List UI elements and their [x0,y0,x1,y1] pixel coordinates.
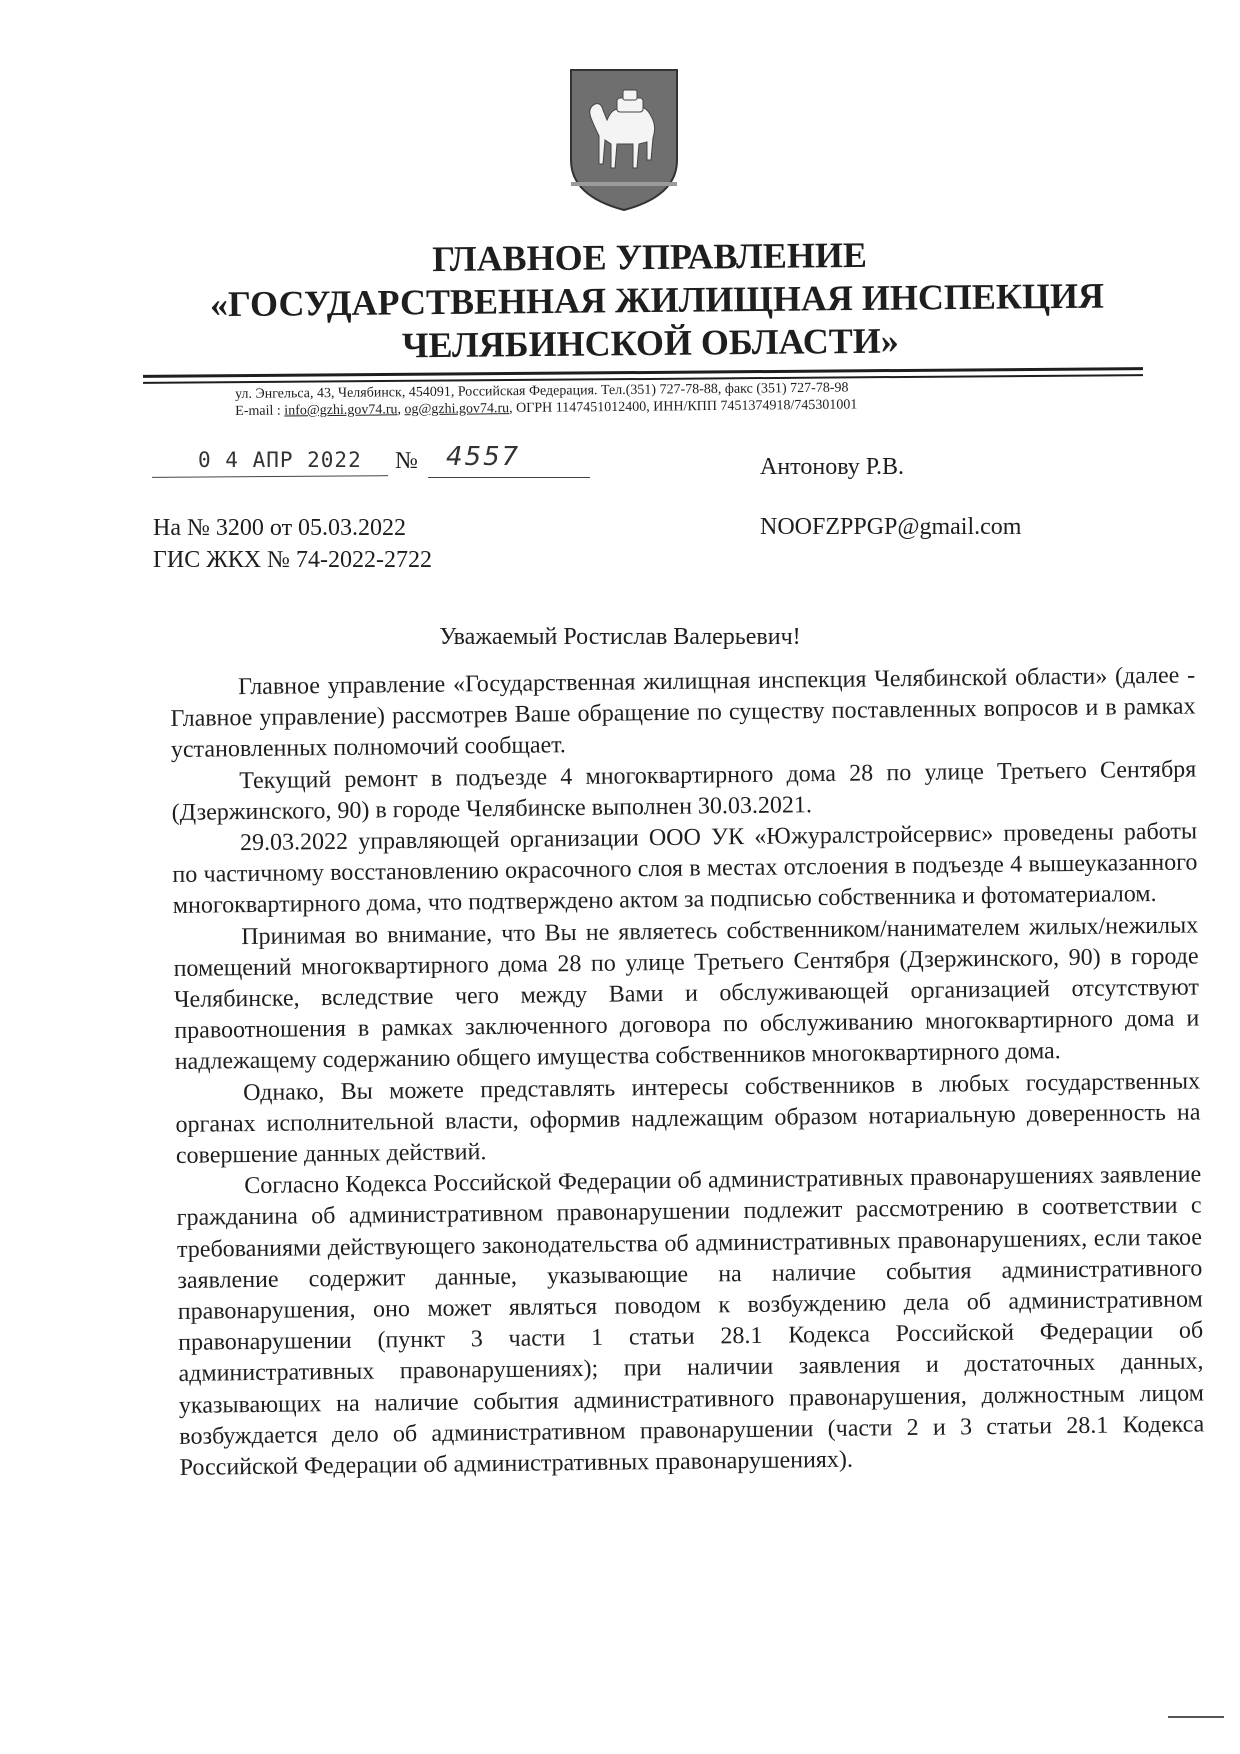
body-paragraph: Согласно Кодекса Российской Федерации об административных правонарушениях заявление гражданина об административном правонарушении подлежит рассмотрению в соответствии с требованиями действующего законодательства об административных правонарушениях, если такое заявление содержит данные, указывающие на наличие события административного правонарушения, оно может являться поводом к возбуждению дела об административном правонарушении (пункт 3 части 1 статьи 28.1 Кодекса Российской Федерации об административных правонарушениях); при наличии заявления и достаточных данных, указывающих на наличие события административного правонарушения, должностным лицом возбуждается дело об административном правонарушении (части 2 и 3 статьи 28.1 Кодекса Российской Федерации об административных правонарушениях). [176,1161,1205,1482]
organization-heading [209,232,1105,369]
outgoing-number: 4557 [446,442,521,472]
email-link-info[interactable]: info@gzhi.gov74.ru [284,402,398,419]
heading-line-3: ЧЕЛЯБИНСКОЙ ОБЛАСТИ» [401,320,899,366]
email-label: E-mail : [235,403,285,419]
contact-block [235,377,1135,420]
date-stamp: 0 4 АПР 2022 [198,448,362,472]
salutation: Уважаемый Ростислав Валерьевич! [439,624,801,650]
recipient-name: Антонову Р.В. [760,454,905,480]
body-paragraph: Принимая во внимание, что Вы не являетесь собственником/нанимателем жилых/нежилых помещений многоквартирного дома 28 по улице Третьего Сентября (Дзержинского, 90) в городе Челябинске, вследствие чего между Вами и обслуживающей организацией отсутствуют правоотношения в рамках заключенного договора по обслуживанию многоквартирного дома и надлежащему содержанию общего имущества собственников многоквартирного дома. [173,912,1200,1076]
recipient-email: NOOFZPPGP@gmail.com [760,514,1022,540]
coat-of-arms-icon [565,64,683,212]
email-separator: , [397,402,405,418]
letter-body [170,660,1205,1484]
body-paragraph: Главное управление «Государственная жилищная инспекция Челябинской области» (далее - Главное управление) рассмотрев Ваше обращение по существу поставленных вопросов и в рамках установленных полномочий сообщает. [170,662,1196,764]
body-paragraph: 29.03.2022 управляющей организации ООО УК «Южуралстройсервис» проведены работы по частичному восстановлению окрасочного слоя в местах отслоения в подъезде 4 вышеуказанного многоквартирного дома, что подтверждено актом за подписью собственника и фотоматериалом. [172,818,1198,920]
heading-line-2: «ГОСУДАРСТВЕННАЯ ЖИЛИЩНАЯ ИНСПЕКЦИЯ [209,275,1105,325]
reference-block [153,512,432,576]
registration-codes: , ОГРН 1147451012400, ИНН/КПП 7451374918/745301001 [509,397,858,417]
reference-gis: ГИС ЖКХ № 74-2022-2722 [153,547,432,573]
reference-incoming: На № 3200 от 05.03.2022 [153,515,407,541]
body-paragraph: Текущий ремонт в подъезде 4 многоквартирного дома 28 по улице Третьего Сентября (Дзержинского, 90) в городе Челябинске выполнен 30.03.2021. [171,756,1197,826]
scan-edge-mark [1168,1716,1224,1718]
body-paragraph: Однако, Вы можете представлять интересы собственников в любых государственных органах исполнительной власти, оформив надлежащим образом нотариальную доверенность на совершение данных действий. [175,1068,1201,1170]
email-link-og[interactable]: og@gzhi.gov74.ru [404,401,510,418]
address-line: ул. Энгельса, 43, Челябинск, 454091, Российская Федерация. Тел.(351) 727-78-88, факс (351) 727-78-98 [235,380,849,402]
number-sign: № [395,448,418,474]
heading-line-1: ГЛАВНОЕ УПРАВЛЕНИЕ [432,234,868,280]
